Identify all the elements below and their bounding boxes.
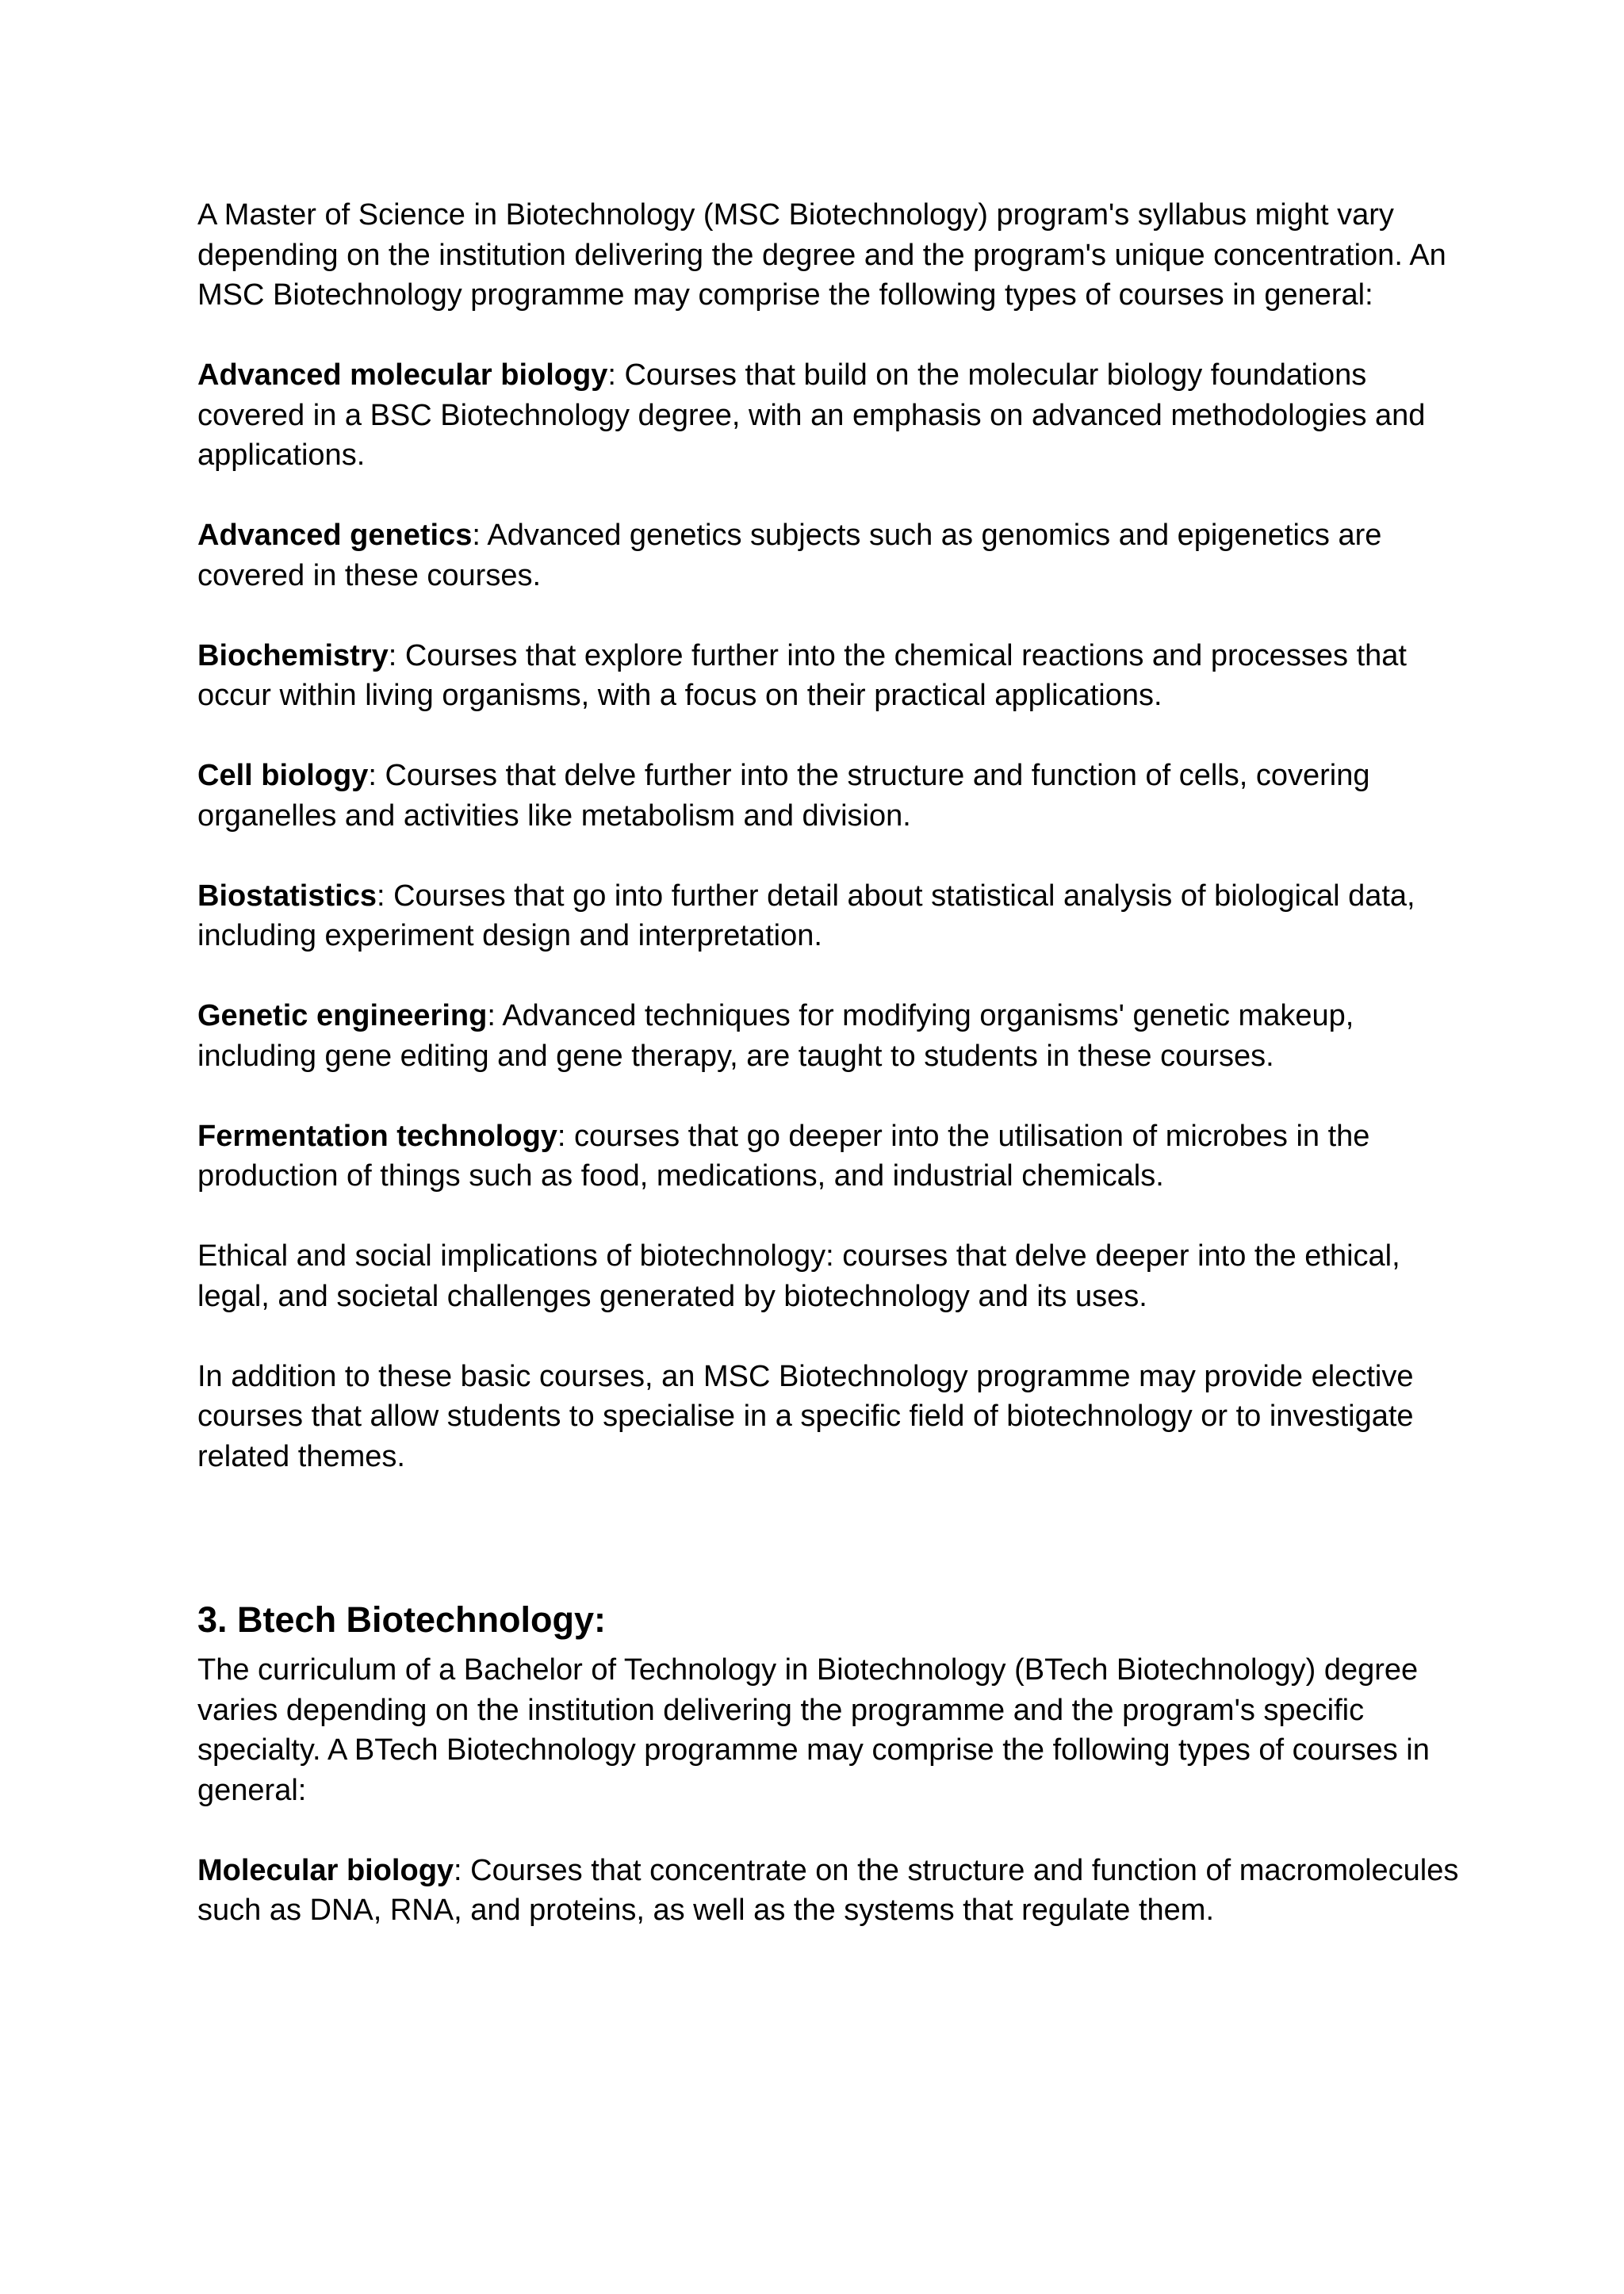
- addition-paragraph: In addition to these basic courses, an MSC Biotechnology programme may provide elective courses that allow students to specialise in a specific field of biotechnology or to investigate related themes.: [197, 1359, 1414, 1473]
- course-description: : Advanced techniques for modifying organisms' genetic makeup, including gene editing and gene therapy, are taught to students in these courses.: [197, 999, 1354, 1073]
- document-page: [197, 195, 1466, 1931]
- btech-intro-paragraph: The curriculum of a Bachelor of Technology in Biotechnology (BTech Biotechnology) degree varies depending on the institution delivering the programme and the program's specific specialty. A BTech Biotechnology programme may comprise the following types of courses in general:: [197, 1653, 1430, 1807]
- course-term: Biochemistry: [197, 638, 389, 672]
- course-term: Biostatistics: [197, 879, 377, 913]
- course-description: : Courses that build on the molecular biology foundations covered in a BSC Biotechnology degree, with an emphasis on advanced methodologies and applications.: [197, 358, 1426, 472]
- course-term: Advanced molecular biology: [197, 358, 608, 392]
- ethics-paragraph: Ethical and social implications of biotechnology: courses that delve deeper into the ethical, legal, and societal challenges generated by biotechnology and its uses.: [197, 1239, 1400, 1313]
- course-description: : Courses that explore further into the chemical reactions and processes that occur within living organisms, with a focus on their practical applications.: [197, 638, 1407, 712]
- course-description: : Courses that delve further into the structure and function of cells, covering organelles and activities like metabolism and division.: [197, 759, 1370, 833]
- course-item-cell-biology: [197, 756, 1466, 836]
- course-item-advanced-genetics: [197, 515, 1466, 596]
- course-item-biochemistry: [197, 636, 1466, 716]
- course-term: Advanced genetics: [197, 519, 473, 552]
- course-item-genetic-engineering: [197, 996, 1466, 1076]
- course-term: Cell biology: [197, 759, 369, 792]
- course-description: : Advanced genetics subjects such as genomics and epigenetics are covered in these courses.: [197, 519, 1382, 592]
- course-description: : courses that go deeper into the utilisation of microbes in the production of things such as food, medications, and industrial chemicals.: [197, 1119, 1370, 1193]
- course-description: : Courses that go into further detail about statistical analysis of biological data, including experiment design and interpretation.: [197, 879, 1415, 952]
- course-item-advanced-molecular-biology: [197, 355, 1466, 476]
- msc-intro-paragraph: A Master of Science in Biotechnology (MSC Biotechnology) program's syllabus might vary depending on the institution delivering the degree and the program's unique concentration. An MSC Biotechnology programme may comprise the following types of courses in general:: [197, 198, 1446, 312]
- section-heading-btech: 3. Btech Biotechnology:: [197, 1599, 607, 1640]
- course-item-biostatistics: [197, 876, 1466, 956]
- course-description: : Courses that concentrate on the structure and function of macromolecules such as DNA, RNA, and proteins, as well as the systems that regulate them.: [197, 1853, 1459, 1927]
- course-term: Genetic engineering: [197, 999, 488, 1032]
- course-term: Fermentation technology: [197, 1119, 557, 1153]
- course-term: Molecular biology: [197, 1853, 454, 1887]
- course-item-molecular-biology: [197, 1851, 1466, 1931]
- course-item-fermentation-technology: [197, 1116, 1466, 1197]
